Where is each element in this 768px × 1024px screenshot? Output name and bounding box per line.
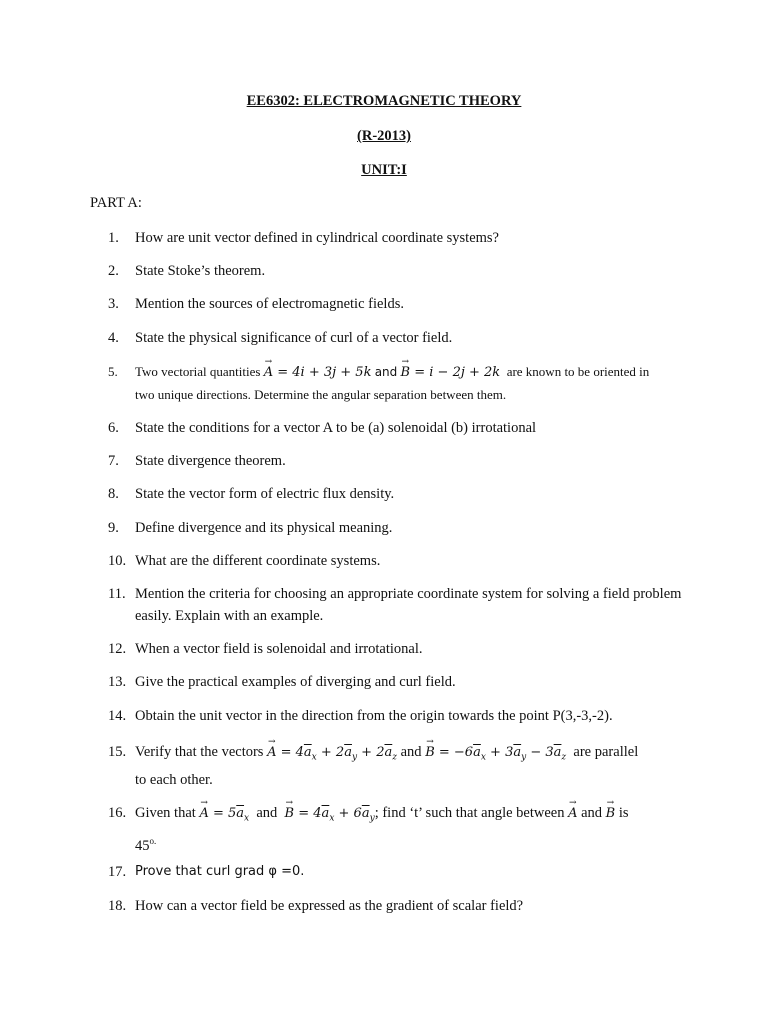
question-9: 9. Define divergence and its physical meaning.	[108, 520, 393, 536]
question-8: 8. State the vector form of electric flux density.	[108, 486, 395, 502]
question-17: 17. Prove that curl grad φ =0.	[108, 864, 305, 880]
question-6: 6. State the conditions for a vector A to be (a) solenoidal (b) irrotational	[108, 420, 537, 436]
question-3: 3. Mention the sources of electromagnetic fields.	[108, 296, 404, 312]
vector-b-equation: → $B = -6\overline{a}_x + 3\overline{a}_y - 3\overline{a}_z$	[425, 745, 566, 760]
course-title: EE6302: ELECTROMAGNETIC THEORY	[246, 93, 522, 109]
question-15: 15. Verify that the vectors → $A = 4\overline{a}_x + 2\overline{a}_y + 2\overline{a}_z$ and → $B = -6\overline{a}_x + 3\overline{a}_y - 3\overline{a}_z$ are parallel to each other.	[108, 741, 698, 791]
vector-b-equation: → $B = 4\overline{a}_x + 6\overline{a}_y$	[285, 806, 375, 821]
question-12: 12. When a vector field is solenoidal and irrotational.	[108, 641, 423, 657]
vector-a-equation: → A = 4i + 3j + 5k	[264, 365, 372, 380]
question-11: 11. Mention the criteria for choosing an appropriate coordinate system for solving a field problem easily. Explain with an example.	[108, 586, 682, 624]
unit-title: UNIT:I	[361, 162, 407, 178]
question-14: 14. Obtain the unit vector in the direction from the origin towards the point P(3,-3,-2).	[108, 708, 613, 724]
vector-b-equation: → B = i − 2j + 2k	[401, 365, 501, 380]
question-5: 5. Two vectorial quantities → A = 4i + 3j + 5k and → B = i − 2j + 2k are known to be oriented in two unique directions. Determine the angular separation between them.	[108, 361, 698, 406]
question-4: 4. State the physical significance of curl of a vector field.	[108, 330, 453, 346]
question-13: 13. Give the practical examples of diverging and curl field.	[108, 674, 456, 690]
vector-b-symbol: → B	[606, 803, 616, 825]
vector-a-equation: → $A = 4\overline{a}_x + 2\overline{a}_y + 2\overline{a}_z$	[267, 745, 397, 760]
question-16: 16. Given that → $A = 5\overline{a}_x$ and → $B = 4\overline{a}_x + 6\overline{a}_y$; find ‘t’ such that angle between → A and → B is $45^{o.}$	[108, 802, 698, 856]
question-1: 1. How are unit vector defined in cylindrical coordinate systems?	[108, 230, 499, 246]
question-10: 10. What are the different coordinate systems.	[108, 553, 381, 569]
question-18: 18. How can a vector field be expressed as the gradient of scalar field?	[108, 898, 524, 914]
part-label: PART A:	[90, 195, 142, 211]
question-2: 2. State Stoke’s theorem.	[108, 263, 266, 279]
vector-a-symbol: → A	[568, 803, 577, 825]
vector-a-equation: → $A = 5\overline{a}_x$	[199, 806, 249, 821]
regulation: (R-2013)	[357, 128, 411, 144]
question-7: 7. State divergence theorem.	[108, 453, 286, 469]
